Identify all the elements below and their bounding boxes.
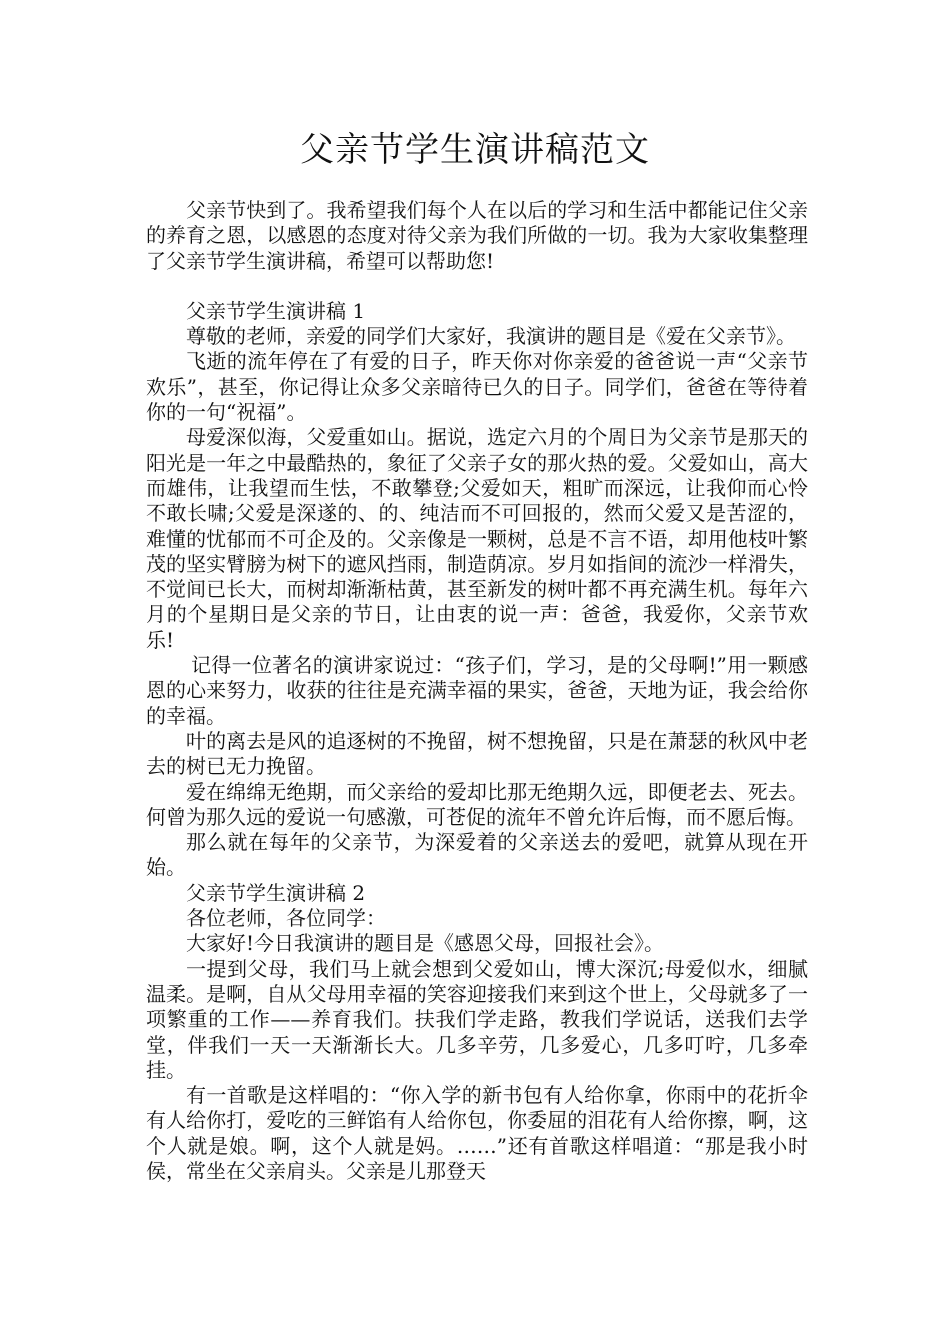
speech2-paragraph: 有一首歌是这样唱的：“你入学的新书包有人给你拿，你雨中的花折伞有人给你打，爱吃的三鲜馅有人给你包，你委屈的泪花有人给你擦，啊，这个人就是娘。啊，这个人就是妈。……”还有首歌这样唱道：“那是我小时侯，常坐在父亲肩头。父亲是儿那登天 (146, 1083, 808, 1183)
speech1-paragraph: 母爱深似海，父爱重如山。据说，选定六月的个周日为父亲节是那天的阳光是一年之中最酷热的，象征了父亲子女的那火热的爱。父爱如山，高大而雄伟，让我望而生怯，不敢攀登;父爱如天，粗旷而深远，让我仰而心怜不敢长啸;父爱是深遂的、的、纯洁而不可回报的，然而父爱又是苦涩的，难懂的忧郁而不可企及的。父亲像是一颗树，总是不言不语，却用他枝叶繁茂的坚实臂膀为树下的遮风挡雨，制造荫凉。岁月如指间的流沙一样滑失，不觉间已长大，而树却渐渐枯黄，甚至新发的树叶都不再充满生机。每年六月的个星期日是父亲的节日，让由衷的说一声：爸爸，我爱你，父亲节欢乐! (146, 425, 808, 652)
speech2-heading: 父亲节学生演讲稿 2 (186, 880, 366, 905)
speech1-heading: 父亲节学生演讲稿 1 (186, 298, 366, 323)
speech1-paragraph: 飞逝的流年停在了有爱的日子，昨天你对你亲爱的爸爸说一声“父亲节欢乐”，甚至，你记得让众多父亲暗待已久的日子。同学们，爸爸在等待着你的一句“祝福”。 (146, 349, 808, 425)
speech2-paragraph: 大家好!今日我演讲的题目是《感恩父母，回报社会》。 (186, 931, 665, 956)
speech1-paragraph: 记得一位著名的演讲家说过：“孩子们，学习，是的父母啊!”用一颗感恩的心来努力，收获的往往是充满幸福的果实，爸爸，天地为证，我会给你的幸福。 (146, 653, 808, 728)
speech1-paragraph: 叶的离去是风的追逐树的不挽留，树不想挽留，只是在萧瑟的秋风中老去的树已无力挽留。 (146, 728, 808, 779)
intro-paragraph: 父亲节快到了。我希望我们每个人在以后的学习和生活中都能记住父亲的养育之恩，以感恩的态度对待父亲为我们所做的一切。我为大家收集整理了父亲节学生演讲稿，希望可以帮助您! (146, 198, 808, 273)
document-body (146, 198, 808, 1184)
speech2-paragraph: 各位老师，各位同学： (186, 906, 386, 931)
speech1-paragraph: 那么就在每年的父亲节，为深爱着的父亲送去的爱吧，就算从现在开始。 (146, 830, 808, 880)
document-title: 父亲节学生演讲稿范文 (300, 130, 650, 170)
speech1-paragraph: 尊敬的老师，亲爱的同学们大家好，我演讲的题目是《爱在父亲节》。 (186, 324, 796, 349)
speech1-paragraph: 爱在绵绵无绝期，而父亲给的爱却比那无绝期久远，即便老去、死去。何曾为那久远的爱说一句感激，可苍促的流年不曾允许后悔，而不愿后悔。 (146, 779, 808, 829)
speech2-paragraph: 一提到父母，我们马上就会想到父爱如山，博大深沉;母爱似水，细腻温柔。是啊，自从父母用幸福的笑容迎接我们来到这个世上，父母就多了一项繁重的工作——养育我们。扶我们学走路，教我们学说话，送我们去学堂，伴我们一天一天渐渐长大。几多辛劳，几多爱心，几多叮咛，几多牵挂。 (146, 956, 808, 1082)
